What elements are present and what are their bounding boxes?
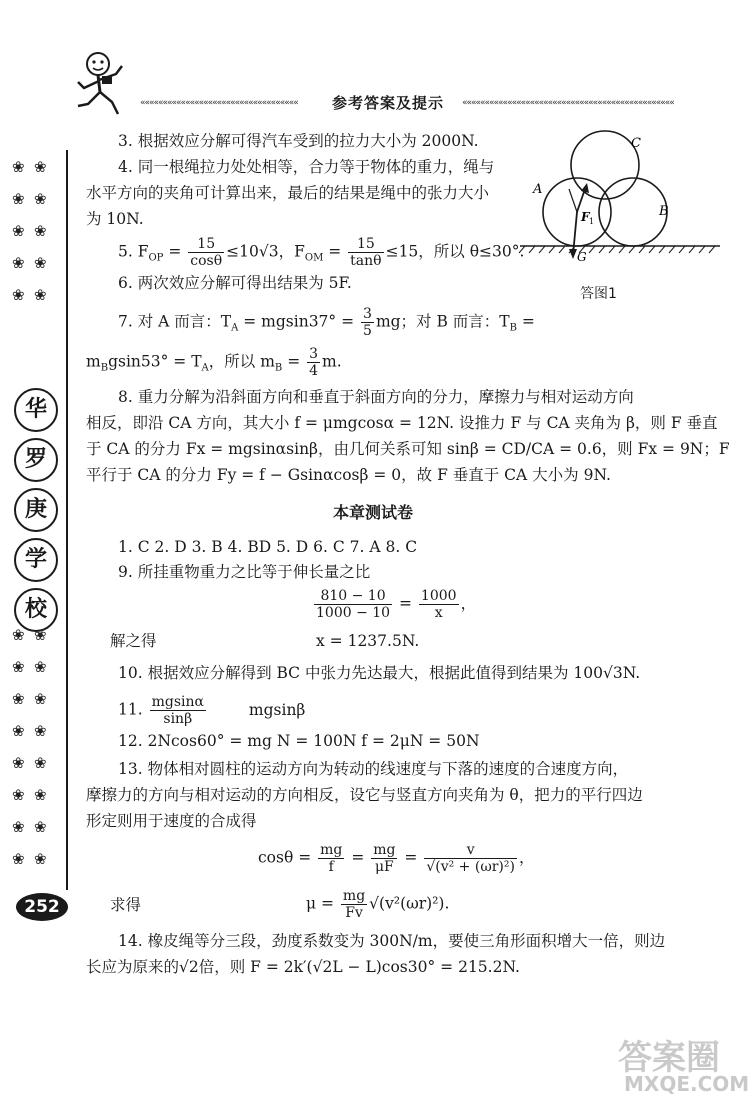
flower-icon: ❀: [12, 818, 25, 836]
answer-7-subscript: A: [231, 322, 239, 334]
answer-6: 6. 两次效应分解可得出结果为 5F.: [118, 274, 352, 292]
fraction-denominator: 5: [363, 323, 372, 339]
answer-7-line2: [86, 346, 342, 380]
flower-icon: ❀: [12, 254, 25, 272]
page-number: 252: [16, 893, 68, 921]
flower-icon: ❀: [12, 158, 25, 176]
test-answer-13-line3: 形定则用于速度的合成得: [86, 812, 257, 830]
answer-3: 3. 根据效应分解可得汽车受到的拉力大小为 2000N.: [118, 132, 479, 150]
fraction: [314, 588, 392, 621]
label-f1: F: [581, 210, 590, 224]
flower-icon: ❀: [12, 786, 25, 804]
answer-7-part: = mgsin37° =: [238, 312, 360, 331]
answer-7-subscript: B: [509, 322, 517, 334]
answer-7-part: 7. 对 A 而言：T: [118, 312, 232, 331]
sidebar-border: [66, 150, 68, 890]
flower-icon: ❀: [34, 690, 47, 708]
fraction-numerator: mg: [342, 888, 366, 904]
flower-icon: ❀: [12, 754, 25, 772]
answer-5-part: =: [163, 242, 187, 261]
fraction: [348, 236, 383, 269]
figure-caption: 答图1: [580, 286, 617, 302]
flower-icon: ❀: [12, 722, 25, 740]
fraction-numerator: 15: [348, 236, 383, 253]
flower-icon: ❀: [34, 222, 47, 240]
fraction-denominator: 1000 − 10: [316, 605, 391, 621]
flower-icon: ❀: [34, 190, 47, 208]
flower-icon: ❀: [34, 158, 47, 176]
test-answer-11: [118, 694, 305, 727]
header-title: 参考答案及提示: [332, 94, 445, 112]
test-answer-9: 9. 所挂重物重力之比等于伸长量之比: [118, 563, 371, 581]
answer-7-subscript: A: [201, 362, 209, 374]
answer-11-label: 11.: [118, 700, 143, 719]
answer-5-part: ≤15，所以 θ≤30°.: [385, 242, 525, 261]
equation-part: =: [399, 848, 423, 867]
running-boy-mascot-icon: [72, 48, 138, 120]
test-answer-13-line1: 13. 物体相对圆柱的运动方向为转动的线速度与下落的速度的合速度方向，: [118, 760, 629, 778]
answer-8-line4: 平行于 CA 的分力 Fy = f − Gsinαcosβ = 0，故 F 垂直于 CA 大小为 9N.: [86, 466, 611, 484]
label-a: A: [533, 182, 543, 197]
answer-7-part: m.: [322, 352, 342, 371]
flower-icon: ❀: [34, 658, 47, 676]
test-answer-9-result: x = 1237.5N.: [316, 632, 420, 650]
label-c: C: [631, 136, 641, 151]
watermark-logo-text: 答案圈: [618, 1038, 720, 1078]
flower-icon: ❀: [34, 722, 47, 740]
flower-icon: ❀: [12, 690, 25, 708]
flower-icon: ❀: [34, 286, 47, 304]
flower-icon: ❀: [34, 786, 47, 804]
ground-hatching: [519, 246, 715, 253]
equation-part: =: [346, 848, 370, 867]
fraction-denominator: tanθ: [350, 253, 382, 269]
equation-part: μ =: [306, 894, 339, 913]
watermark-url-text: MXQE.COM: [624, 1072, 750, 1096]
equation-part: cosθ =: [258, 848, 317, 867]
fraction-denominator: sinβ: [163, 711, 193, 727]
force-arrow-left: [569, 189, 577, 212]
obtain-label: 求得: [110, 896, 142, 914]
seal-char: 华: [14, 388, 58, 432]
answer-5-part: ≤10√3，F: [226, 242, 305, 261]
fraction: [419, 588, 459, 621]
answer-7-subscript: B: [100, 362, 109, 374]
header-decoration-left: «««««««««««««««««««««««««««««««««««: [140, 99, 298, 107]
flower-icon: ❀: [12, 222, 25, 240]
gravity-arrowhead-icon: [569, 249, 577, 259]
equation-part: ，: [460, 594, 477, 613]
equation-part: √(v²(ωr)²).: [369, 894, 450, 913]
flower-icon: ❀: [12, 190, 25, 208]
answer-7-part: =: [517, 312, 535, 331]
answer-8-line2: 相反，即沿 CA 方向，其大小 f = μmgcosα = 12N. 设推力 F 与 CA 夹角为 β，则 F 垂直: [86, 414, 718, 432]
fraction-numerator: 15: [188, 236, 224, 253]
seal-char: 庚: [14, 488, 58, 532]
answer-7-part: ，所以 m: [208, 352, 275, 371]
answer-5-subscript: OP: [148, 252, 164, 264]
answer-4-line3: 为 10N.: [86, 210, 144, 228]
test-answer-13-result: [306, 888, 449, 921]
answer-5: [118, 236, 524, 270]
answer-7-part: mg；对 B 而言：T: [375, 312, 510, 331]
solve-label: 解之得: [110, 632, 157, 650]
test-answer-10: 10. 根据效应分解得到 BC 中张力先达最大，根据此值得到结果为 100√3N.: [118, 664, 641, 682]
answer-7-subscript: B: [274, 362, 283, 374]
fraction-denominator: Fv: [345, 905, 363, 921]
fraction-numerator: 3: [363, 306, 372, 322]
seal-char: 校: [14, 588, 58, 632]
answer-5-part: =: [323, 242, 347, 261]
fraction-numerator: 810 − 10: [314, 588, 392, 605]
answer-figure-1: [515, 125, 725, 275]
fraction: [318, 842, 344, 875]
flower-icon: ❀: [34, 254, 47, 272]
force-f1-arrow: [577, 189, 585, 212]
test-answer-9-equation: [312, 588, 476, 621]
circle-c: [571, 131, 639, 199]
answer-5-subscript: OM: [304, 252, 324, 264]
fraction-numerator: mgsinα: [151, 694, 204, 710]
circle-b: [599, 178, 667, 246]
answer-7-part: m: [86, 352, 101, 371]
equation-part: ，: [518, 848, 535, 867]
answer-5-part: 5. F: [118, 242, 149, 261]
multiple-choice-answers: 1. C 2. D 3. B 4. BD 5. D 6. C 7. A 8. C: [118, 538, 418, 556]
seal-char: 罗: [14, 438, 58, 482]
label-g: G: [577, 250, 587, 264]
equation-part: =: [394, 594, 417, 613]
answer-7-part: gsin53° = T: [108, 352, 202, 371]
fraction: [150, 694, 206, 727]
fraction: [307, 346, 320, 379]
flower-icon: ❀: [34, 754, 47, 772]
test-answer-12: 12. 2Ncos60° = mg N = 100N f = 2μN = 50N: [118, 732, 480, 750]
fraction: [341, 888, 367, 921]
test-answer-14-line2: 长应为原来的√2倍，则 F = 2k′(√2L − L)cos30° = 215.2N.: [86, 958, 520, 976]
fraction: [361, 306, 374, 339]
flower-icon: ❀: [12, 658, 25, 676]
flower-icon: ❀: [34, 626, 47, 644]
label-b: B: [659, 204, 669, 219]
gravity-arrow: [573, 212, 577, 255]
section-title: 本章测试卷: [333, 503, 414, 522]
answer-11-part: mgsinβ: [248, 700, 306, 719]
answer-4-line2: 水平方向的夹角可计算出来，最后的结果是绳中的张力大小: [86, 184, 490, 202]
fraction-numerator: 3: [309, 346, 319, 362]
test-answer-13-equation: [258, 842, 535, 875]
answer-8-line3: 于 CA 的分力 Fx = mgsinαsinβ，由几何关系可知 sinβ = CD/CA = 0.6，则 Fx = 9N；F: [86, 440, 730, 458]
flower-icon: ❀: [34, 818, 47, 836]
answer-7-part: =: [282, 352, 306, 371]
seal-char: 学: [14, 538, 58, 582]
fraction: [371, 842, 397, 875]
fraction-numerator: mg: [320, 842, 343, 858]
fraction-numerator: 1000: [420, 588, 457, 604]
fraction-denominator: 4: [309, 363, 319, 379]
test-answer-13-line2: 摩擦力的方向与相对运动的方向相反，设它与竖直方向夹角为 θ，把力的平行四边: [86, 786, 643, 804]
flower-icon: ❀: [34, 850, 47, 868]
fraction-denominator: f: [328, 859, 334, 875]
label-f1-subscript: 1: [589, 217, 595, 226]
answer-7-line1: [118, 306, 535, 340]
fraction-denominator: cosθ: [190, 253, 223, 269]
flower-icon: ❀: [12, 850, 25, 868]
flower-icon: ❀: [12, 286, 25, 304]
fraction-numerator: v: [424, 842, 517, 859]
test-answer-14-line1: 14. 橡皮绳等分三段，劲度系数变为 300N/m，要使三角形面积增大一倍，则边: [118, 932, 666, 950]
header-decoration-right: «««««««««««««««««««««««««««««««««««««««««««««««: [462, 99, 674, 107]
fraction-denominator: x: [434, 605, 443, 621]
answer-8-line1: 8. 重力分解为沿斜面方向和垂直于斜面方向的分力，摩擦力与相对运动方向: [118, 388, 634, 406]
fraction: [424, 842, 517, 875]
fraction-numerator: mg: [373, 842, 396, 858]
force-f1-arrowhead-icon: [581, 183, 589, 193]
fraction: [188, 236, 224, 269]
answer-4-line1: 4. 同一根绳拉力处处相等，合力等于物体的重力，绳与: [118, 158, 495, 176]
fraction-denominator: μF: [374, 859, 394, 875]
flower-icon: ❀: [12, 626, 25, 644]
fraction-denominator: √(v² + (ωr)²): [426, 859, 515, 875]
